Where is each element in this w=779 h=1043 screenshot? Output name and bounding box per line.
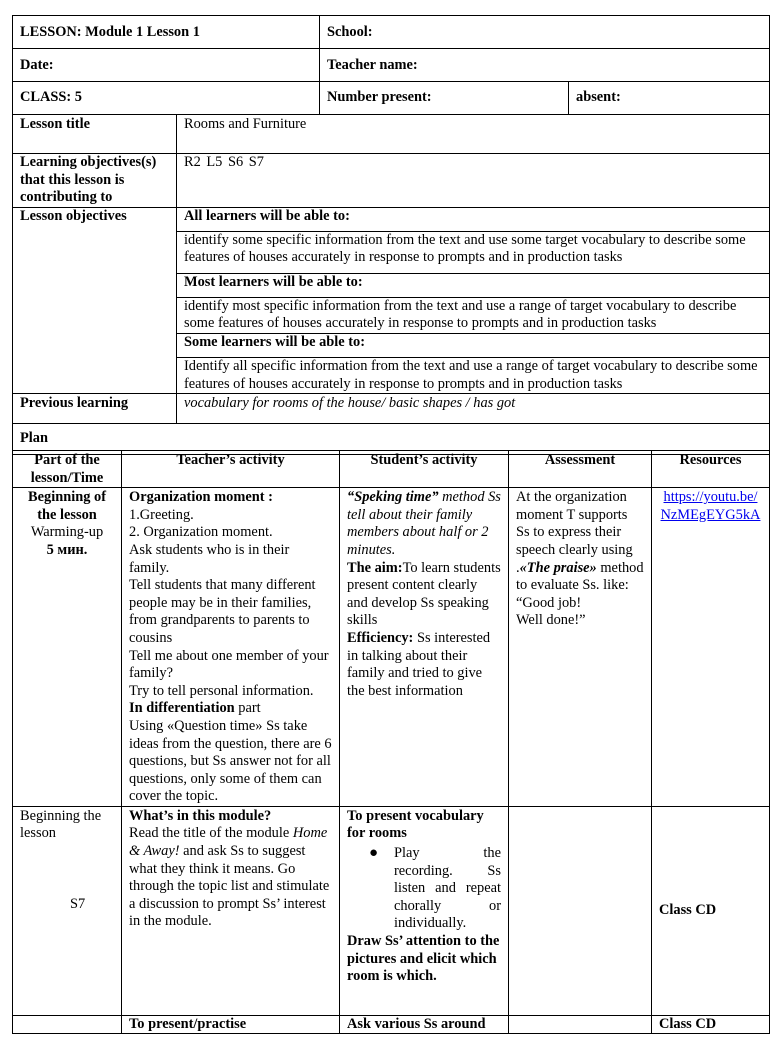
teacher-activity-line: Using «Question time» Ss take ideas from the question, there are 6 questions, but Ss answer not for all questions, only some of them can cover the topic.: [129, 717, 332, 805]
efficiency-label: Efficiency:: [347, 629, 414, 646]
assessment-quote: Well done!”: [516, 612, 586, 629]
student-activity-cell: [340, 806, 509, 1015]
previous-learning-value: vocabulary for rooms of the house/ basic shapes / has got: [177, 394, 770, 424]
teacher-name-label: Teacher name:: [320, 49, 770, 82]
method-name: “Speking time”: [347, 489, 439, 506]
column-header-part: Part of the lesson/Time: [13, 451, 122, 488]
resource-label: Class CD: [652, 1015, 770, 1034]
previous-learning-label: Previous learning: [13, 394, 177, 424]
teacher-activity-line: Tell students that many different people may be in their families, from grandparents to parents to cousins: [129, 577, 316, 646]
lesson-label: LESSON: Module 1 Lesson 1: [13, 16, 320, 49]
student-activity-note: Draw Ss’ attention to the pictures and elicit which room is which.: [347, 933, 500, 985]
bullet-list: [347, 845, 501, 933]
teacher-activity-text: and ask Ss to suggest what they think it means. Go through the topic list and stimulate a discussion to prompt Ss’ interest in the module.: [129, 843, 330, 930]
teacher-activity-line: Try to tell personal information.: [129, 682, 314, 699]
most-learners-heading: Most learners will be able to:: [177, 273, 770, 297]
resource-label: Class CD: [659, 902, 717, 919]
student-activity-cell: [340, 488, 509, 807]
stage-title: Beginning the lesson: [20, 807, 102, 842]
student-activity-heading: Ask various Ss around: [340, 1015, 509, 1034]
lesson-info-table: [12, 114, 770, 455]
assessment-quote: “Good job!: [516, 594, 582, 611]
lesson-title-value: Rooms and Furniture: [177, 115, 770, 154]
table-row: [13, 806, 770, 1015]
column-header-resources: Resources: [652, 451, 770, 488]
plan-label: Plan: [13, 424, 770, 455]
skill-code: S7: [70, 896, 86, 913]
some-learners-heading: Some learners will be able to:: [177, 333, 770, 357]
absent-label: absent:: [569, 82, 770, 115]
assessment-text: method to evaluate Ss. like:: [516, 559, 644, 594]
teacher-activity-line: 2. Organization moment.: [129, 524, 273, 541]
teacher-activity-line: Ask students who is in their family.: [129, 541, 290, 576]
teacher-activity-heading: To present/practise: [122, 1015, 340, 1034]
assessment-cell: [509, 806, 652, 1015]
assessment-cell: [509, 1015, 652, 1034]
column-header-teacher: Teacher’s activity: [122, 451, 340, 488]
teacher-activity-text: Read the title of the module: [129, 825, 293, 842]
aim-label: The aim:: [347, 559, 403, 576]
efficiency-text: Ss interested in talking about their family and tried to give the best information: [347, 629, 491, 699]
resource-link[interactable]: https://youtu.be/NzMEgEYG5kA: [660, 489, 761, 523]
teacher-activity-cell: [122, 806, 340, 1015]
table-row: [13, 1015, 770, 1034]
stage-cell: [13, 806, 122, 1015]
differentiation-line: [129, 700, 332, 718]
lesson-objectives-label: Lesson objectives: [13, 207, 177, 393]
resources-cell: [652, 488, 770, 807]
lesson-title-label: Lesson title: [13, 115, 177, 154]
stage-subtitle: Warming-up: [30, 524, 104, 541]
teacher-activity-heading: Organization moment :: [129, 489, 273, 506]
learning-objectives-label: Learning objectives(s) that this lesson is contributing to: [13, 154, 177, 208]
resources-cell: [652, 806, 770, 1015]
module-title: Home & Away!: [129, 825, 328, 860]
teacher-activity-line: Tell me about one member of your family?: [129, 647, 329, 682]
stage-cell: [13, 488, 122, 807]
all-learners-heading: All learners will be able to:: [177, 207, 770, 231]
stage-time: 5 мин.: [46, 541, 88, 558]
school-label: School:: [320, 16, 770, 49]
aim-text: To learn students present content clearly and develop Ss speaking skills: [347, 559, 501, 629]
class-label: CLASS: 5: [13, 82, 320, 115]
date-label: Date:: [13, 49, 320, 82]
praise-method: «The praise»: [519, 559, 597, 576]
stage-title: Beginning of the lesson: [28, 489, 106, 523]
teacher-activity-line: 1.Greeting.: [129, 506, 194, 523]
assessment-text: At the organization moment T supports Ss to express their speech clearly using .: [516, 489, 633, 576]
stage-cell: [13, 1015, 122, 1034]
most-learners-text: identify most specific information from the text and use a range of target vocabulary to describe some features of houses accurately in response to prompts and in production tasks: [177, 297, 770, 333]
column-header-assessment: Assessment: [509, 451, 652, 488]
list-item: ● Play the recording. Ss listen and repeat chorally or individually.: [347, 845, 501, 933]
plan-table: [12, 450, 770, 1034]
teacher-activity-heading: What’s in this module?: [129, 807, 272, 824]
student-activity-heading: To present vocabulary for rooms: [347, 807, 484, 842]
teacher-activity-cell: [122, 488, 340, 807]
differentiation-rest: part: [234, 700, 261, 717]
assessment-cell: [509, 488, 652, 807]
learning-objectives-value: R2 L5 S6 S7: [177, 154, 770, 208]
method-description: method Ss tell about their family members about half or 2 minutes.: [347, 489, 501, 558]
header-table: [12, 15, 770, 115]
number-present-label: Number present:: [320, 82, 569, 115]
column-header-student: Student’s activity: [340, 451, 509, 488]
differentiation-label: In differentiation: [129, 700, 235, 717]
table-row: [13, 488, 770, 807]
all-learners-text: identify some specific information from the text and use some target vocabulary to describe some features of houses accurately in response to prompts and in production tasks: [177, 231, 770, 273]
some-learners-text: Identify all specific information from the text and use a range of target vocabulary to describe some features of houses accurately in response to prompts and in production tasks: [177, 357, 770, 393]
